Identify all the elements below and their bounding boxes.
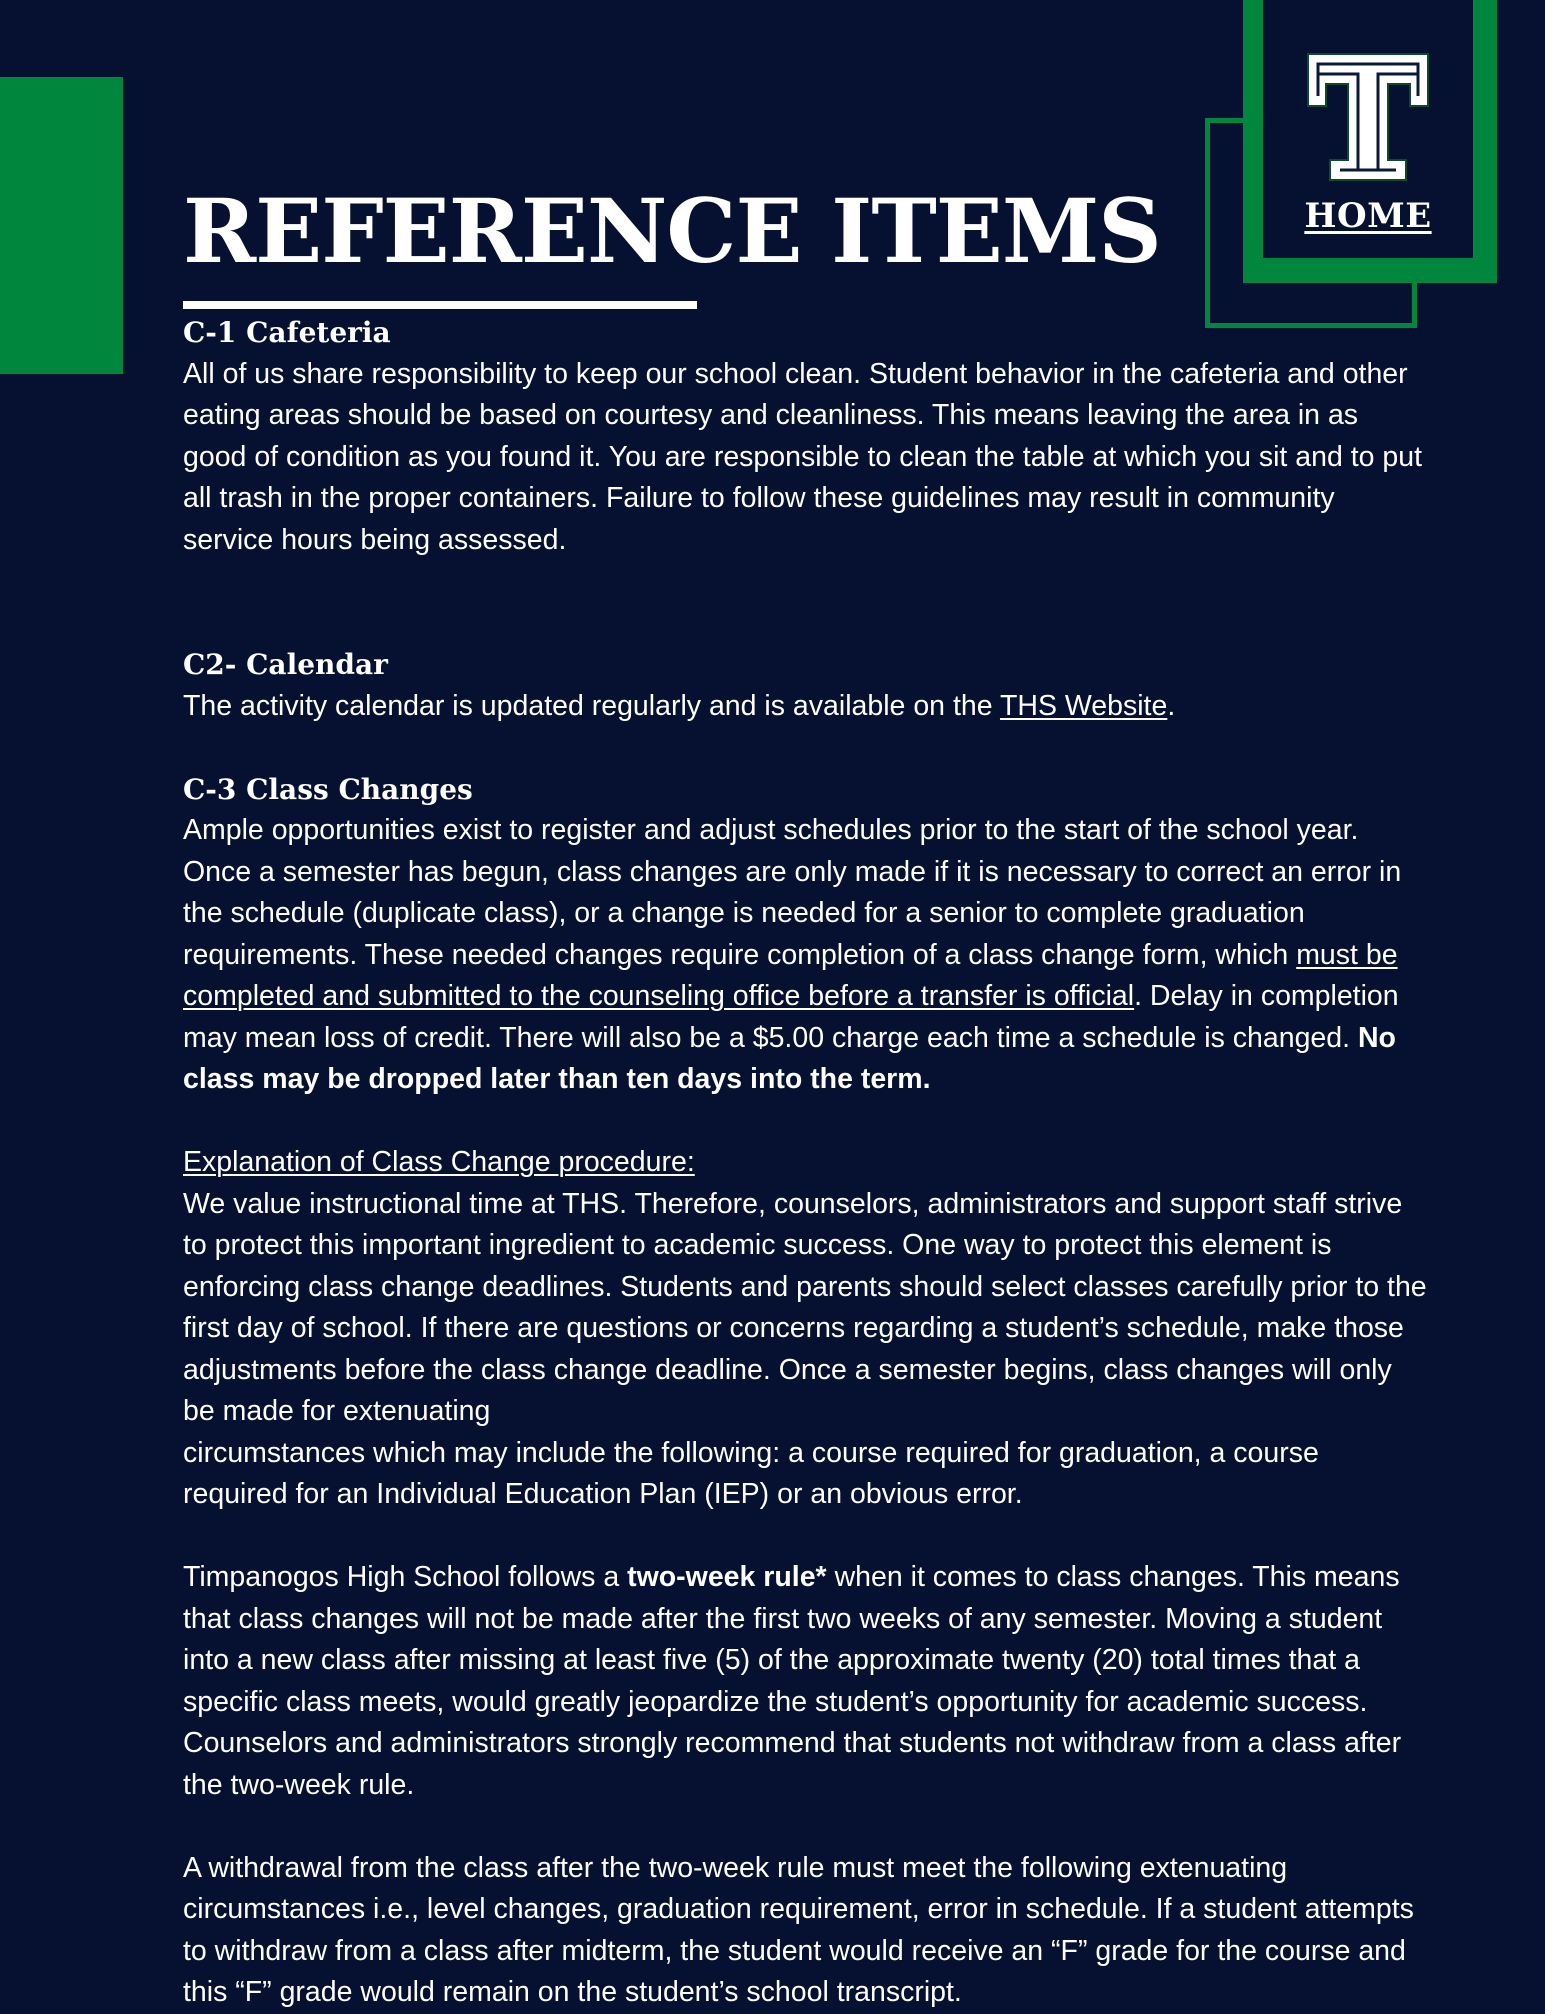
calendar-text-end: . bbox=[1167, 689, 1176, 722]
decorative-green-bar bbox=[0, 77, 123, 374]
ths-website-link[interactable]: THS Website bbox=[999, 689, 1168, 722]
calendar-text: The activity calendar is updated regularly and is available on the bbox=[183, 689, 1000, 722]
class-changes-underlined-text: must be completed and submitted to the counseling office before a transfer is official bbox=[183, 938, 1398, 1012]
two-week-text: Timpanogos High School follows a bbox=[183, 1561, 628, 1593]
home-link[interactable]: HOME bbox=[1304, 196, 1432, 236]
class-changes-bold-text: No class may be dropped later than ten days into the term. bbox=[183, 1021, 1396, 1095]
page-title: REFERENCE ITEMS bbox=[183, 179, 1161, 283]
explanation-body-2: circumstances which may include the following: a course required for graduation, a course required for an Individual Education Plan (IEP) or an obvious error. bbox=[183, 1436, 1319, 1510]
class-changes-body bbox=[183, 810, 1428, 1101]
class-changes-text: Ample opportunities exist to register and adjust schedules prior to the start of the school year. Once a semester has begun, class changes are only made if it is necessary to correct an error in the schedule (duplicate class), or a change is needed for a senior to complete graduation requirements. These needed changes require completion of a class change form, which bbox=[183, 814, 1402, 971]
two-week-rule-bold: two-week rule* bbox=[627, 1561, 827, 1593]
explanation-body-1: We value instructional time at THS. Therefore, counselors, administrators and support staff strive to protect this important ingredient to academic success. One way to protect this element is enforcing class change deadlines. Students and parents should select classes carefully prior to the first day of school. If there are questions or concerns regarding a student’s schedule, make those adjustments before the class change deadline. Once a semester begins, class changes will only be made for extenuating bbox=[183, 1187, 1427, 1427]
home-button[interactable] bbox=[1263, 0, 1473, 258]
two-week-rule-body bbox=[183, 1557, 1428, 1806]
withdrawal-body: A withdrawal from the class after the two-week rule must meet the following extenuating circumstances i.e., level changes, graduation requirement, error in schedule. If a student attempts to withdraw from a class after midterm, the student would receive an “F” grade for the course and this “F” grade would remain on the student’s school transcript. bbox=[183, 1851, 1414, 2008]
calendar-heading: C2- Calendar bbox=[183, 648, 388, 681]
content bbox=[183, 312, 1428, 2014]
school-t-logo-icon bbox=[1306, 52, 1430, 182]
class-changes-heading: C-3 Class Changes bbox=[183, 772, 473, 806]
cafeteria-heading: C-1 Cafeteria bbox=[183, 316, 391, 349]
class-changes-text-2: . Delay in completion may mean loss of credit. There will also be a $5.00 charge each time a schedule is changed. bbox=[183, 980, 1399, 1054]
cafeteria-body: All of us share responsibility to keep our school clean. Student behavior in the cafeteria and other eating areas should be based on courtesy and cleanliness. This means leaving the area in as good of condition as you found it. You are responsible to clean the table at which you sit and to put all trash in the proper containers. Failure to follow these guidelines may result in community service hours being assessed. bbox=[183, 357, 1423, 556]
two-week-text-2: when it comes to class changes. This means that class changes will not be made after the first two weeks of any semester. Moving a student into a new class after missing at least five (5) of the approximate twenty (20) total times that a specific class meets, would greatly jeopardize the student’s opportunity for academic success. Counselors and administrators strongly recommend that students not withdraw from a class after the two-week rule. bbox=[183, 1561, 1402, 1801]
title-underline bbox=[183, 301, 697, 309]
explanation-heading: Explanation of Class Change procedure: bbox=[183, 1146, 695, 1178]
calendar-body bbox=[183, 686, 1428, 728]
